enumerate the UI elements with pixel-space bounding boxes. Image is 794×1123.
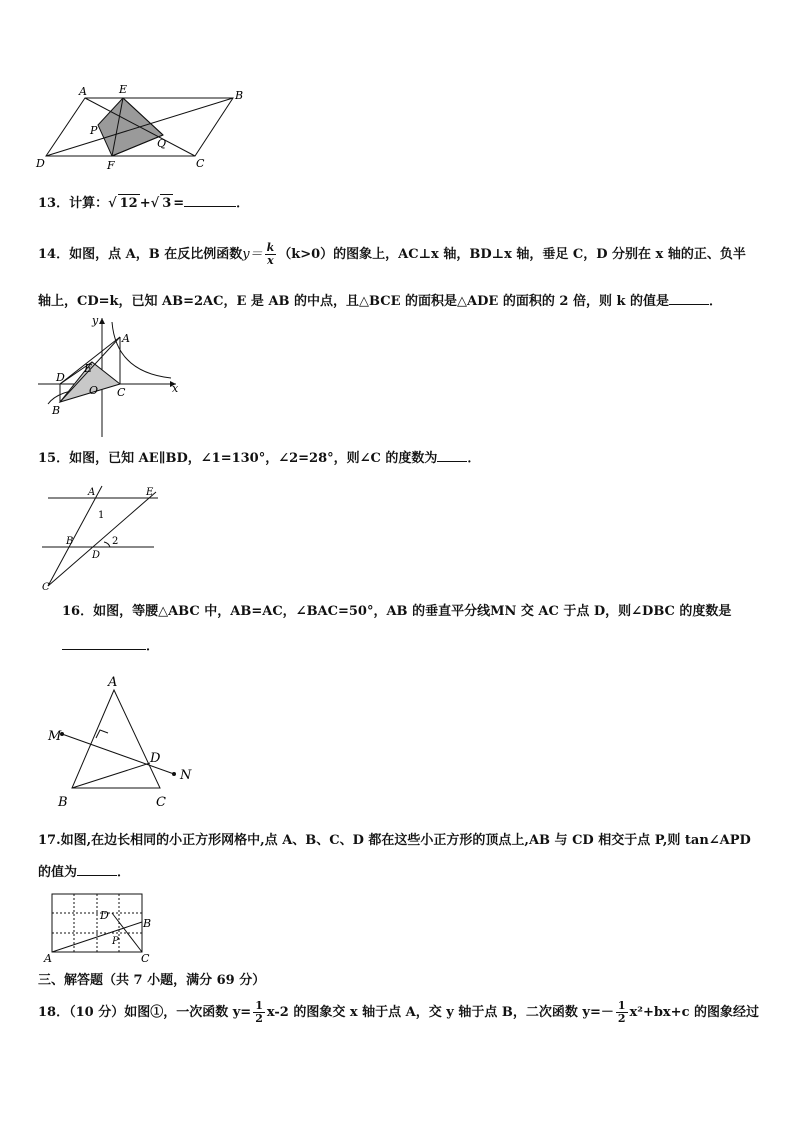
label-O: O (89, 384, 99, 397)
label-A: A (122, 332, 130, 345)
label-C: C (156, 795, 166, 810)
label-A: A (108, 675, 118, 690)
answer-blank-17[interactable] (77, 862, 117, 876)
answer-blank-14[interactable] (669, 291, 709, 305)
q16-figure (44, 668, 204, 813)
question-17-line2: 的值为 ． (38, 862, 130, 882)
label-E: E (84, 362, 93, 375)
label-D: D (56, 371, 65, 384)
label-D: D (92, 550, 101, 561)
label-B: B (235, 89, 244, 102)
label-E: E (146, 487, 154, 498)
label-P: P (112, 936, 119, 947)
label-D: D (150, 751, 161, 766)
label-D: D (36, 157, 45, 170)
axis-label-y: y (92, 314, 99, 327)
label-A: A (79, 85, 87, 98)
label-angle-2: 2 (112, 536, 119, 547)
answer-blank-15[interactable] (437, 448, 467, 462)
shaded-quadrilateral (98, 98, 163, 156)
label-C: C (196, 157, 205, 170)
q15-figure (36, 482, 166, 592)
question-17-line1: 17.如图,在边长相同的小正方形网格中,点 A、B、C、D 都在这些小正方形的顶点上,AB 与 CD 相交于点 P,则 tan∠APD (38, 833, 751, 848)
question-14-line1: 14．如图，点 A，B 在反比例函数y＝ $\frac{k}{x}$ （k>0）的图象上，AC⊥x 轴，BD⊥x 轴，垂足 C，D 分别在 x 轴的正、负半 (38, 241, 746, 267)
question-13: 13．计算：√ 12 +√ 3 = ． (38, 193, 249, 213)
answer-blank-16[interactable] (62, 636, 146, 650)
label-M: M (48, 729, 62, 744)
label-E: E (119, 83, 128, 96)
parallelogram-figure (30, 80, 260, 175)
label-D: D (100, 909, 109, 922)
q17-figure (42, 888, 162, 964)
label-B: B (66, 536, 74, 547)
question-14-line2: 轴上，CD=k，已知 AB=2AC，E 是 AB 的中点，且△BCE 的面积是△ADE 的面积的 2 倍，则 k 的值是 ． (38, 291, 722, 311)
answer-blank-13[interactable] (184, 193, 236, 207)
q14-figure (36, 312, 186, 442)
label-F: F (107, 159, 115, 172)
label-P: P (90, 124, 98, 137)
label-C: C (42, 582, 50, 592)
label-N: N (180, 768, 192, 783)
label-B: B (52, 404, 61, 417)
question-18: 18．（10 分）如图①，一次函数 y= $\frac{1}{2}$ x-2 的图象交 x 轴于点 A，交 y 轴于点 B，二次函数 y=－ $\frac{1}{2}$ x²+bx+c 的图象经过 (38, 999, 760, 1025)
label-Q: Q (157, 137, 167, 150)
label-A: A (44, 952, 52, 964)
question-15: 15．如图，已知 AE∥BD，∠1=130°，∠2=28°，则∠C 的度数为 ． (38, 448, 480, 468)
question-16-answer: ． (62, 636, 159, 656)
axis-label-x: x (172, 382, 179, 395)
label-B: B (58, 795, 68, 810)
section-3-title: 三、解答题（共 7 小题，满分 69 分） (38, 973, 266, 988)
label-C: C (141, 952, 150, 964)
label-A: A (88, 487, 96, 498)
label-C: C (117, 386, 126, 399)
label-angle-1: 1 (98, 510, 105, 521)
question-16: 16．如图，等腰△ABC 中，AB=AC，∠BAC=50°，AB 的垂直平分线MN 交 AC 于点 D，则∠DBC 的度数是 (62, 604, 732, 619)
label-B: B (143, 917, 152, 930)
